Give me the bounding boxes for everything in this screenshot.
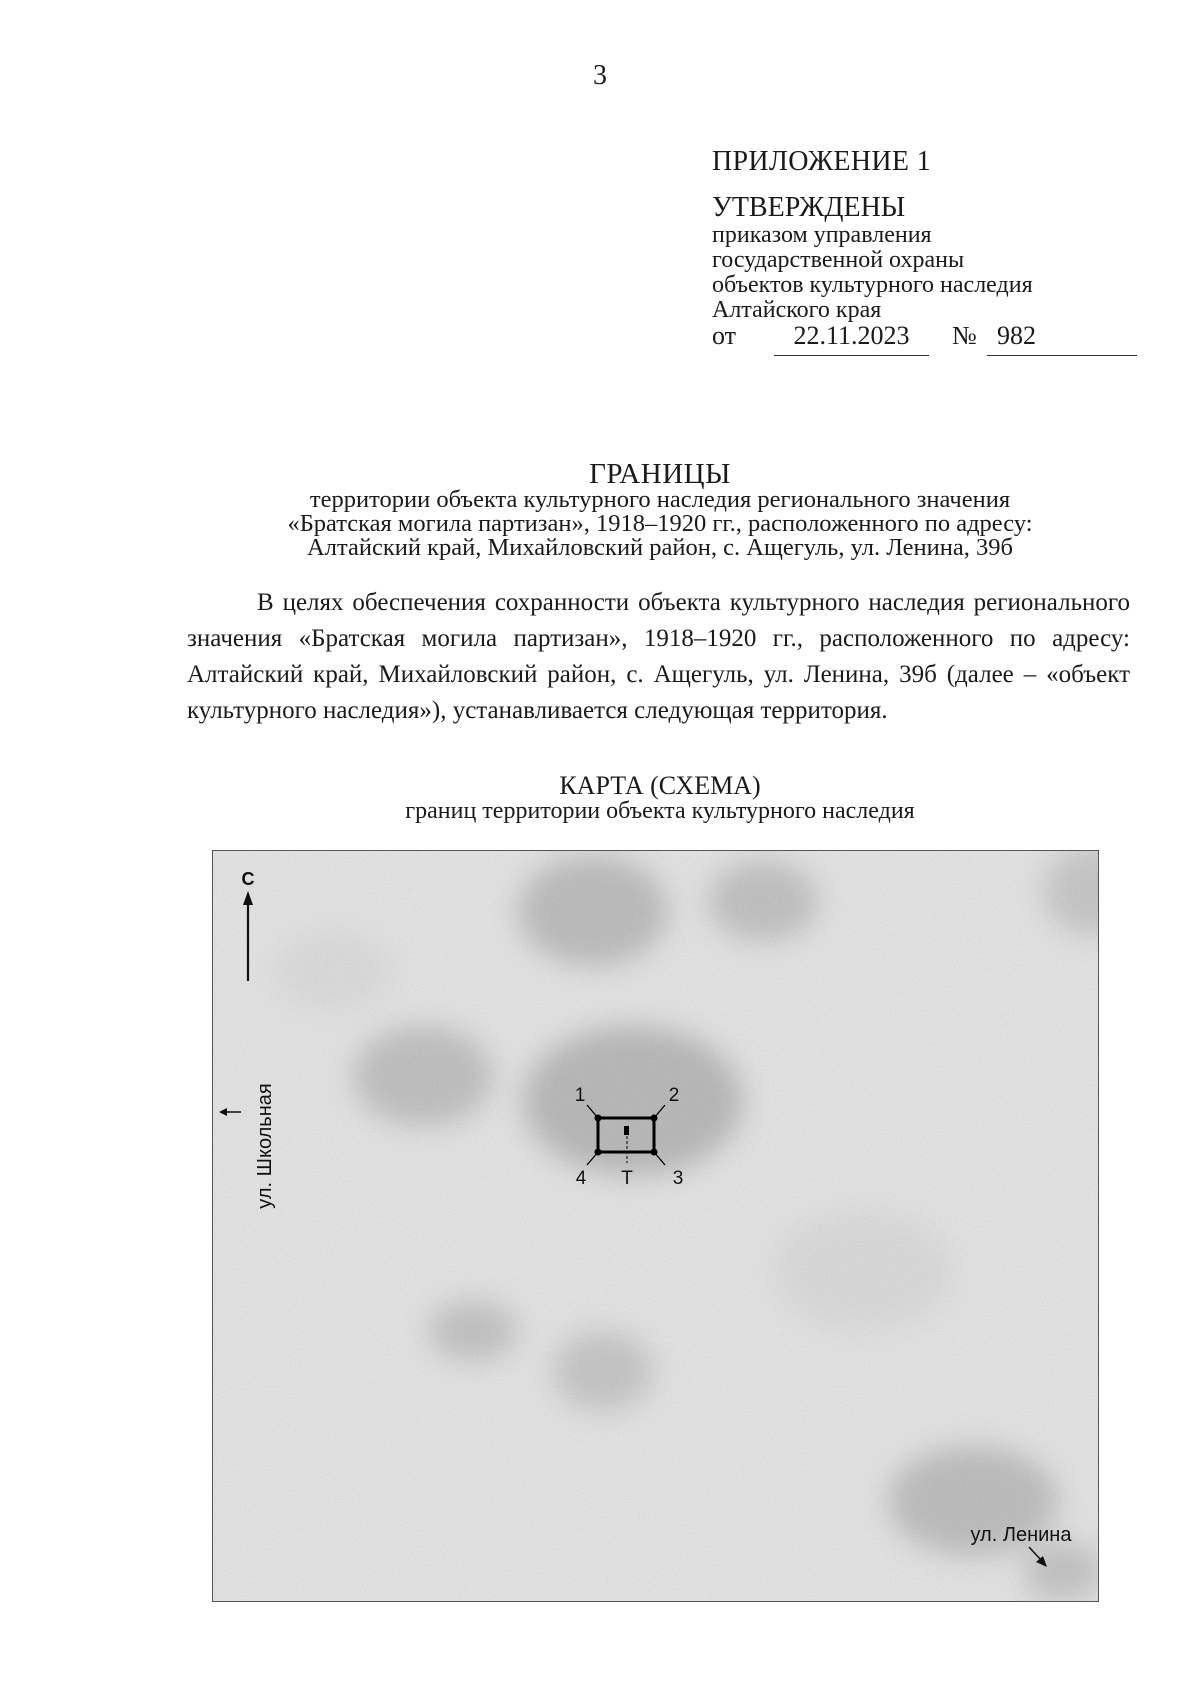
document-title: ГРАНИЦЫ (589, 458, 731, 490)
approval-block (712, 193, 1033, 323)
object-label: Т (621, 1168, 633, 1189)
point-label-1: 1 (574, 1085, 586, 1106)
subtitle-line: территории объекта культурного наследия регионального значения (309, 486, 1011, 513)
point-label-2: 2 (668, 1085, 680, 1106)
number-prefix: № (952, 321, 977, 350)
order-line (712, 321, 1142, 361)
map-image (213, 851, 1098, 1601)
approval-title: УТВЕРЖДЕНЫ (712, 192, 906, 223)
body-text: В целях обеспечения сохранности объекта культурного наследия регионального значения «Братская могила партизан», 1918–1920 гг., расположенного по адресу: Алтайский край, Михайловский район, с. Ащегуль, ул. Ленина, 39б (далее – «объект культурного наследия»), устанавливается следующая территория. (187, 589, 1130, 724)
approval-line: объектов культурного наследия (712, 272, 1033, 298)
street-label-lenina: ул. Ленина (970, 1524, 1072, 1546)
subtitle-line: Алтайский край, Михайловский район, с. Ащегуль, ул. Ленина, 39б (307, 534, 1013, 561)
subtitle-line: «Братская могила партизан», 1918–1920 гг., расположенного по адресу: (287, 510, 1033, 537)
date-prefix: от (712, 321, 737, 350)
approval-line: приказом управления (712, 222, 932, 248)
street-label-shkolnaya: ул. Школьная (254, 1083, 276, 1209)
north-label: С (241, 869, 255, 889)
approval-line: Алтайского края (712, 297, 882, 323)
document-subtitle (190, 488, 1130, 560)
map-scheme (212, 850, 1099, 1602)
map-subheading: границ территории объекта культурного наследия (405, 798, 915, 824)
body-paragraph (187, 585, 1130, 729)
map-heading: КАРТА (СХЕМА) (559, 771, 761, 800)
order-number: 982 (987, 321, 1137, 356)
approval-line: государственной охраны (712, 247, 965, 273)
point-label-4: 4 (575, 1168, 587, 1189)
order-date: 22.11.2023 (774, 321, 929, 356)
page-number: 3 (593, 60, 607, 91)
point-label-3: 3 (672, 1168, 684, 1189)
appendix-label: ПРИЛОЖЕНИЕ 1 (712, 146, 931, 177)
